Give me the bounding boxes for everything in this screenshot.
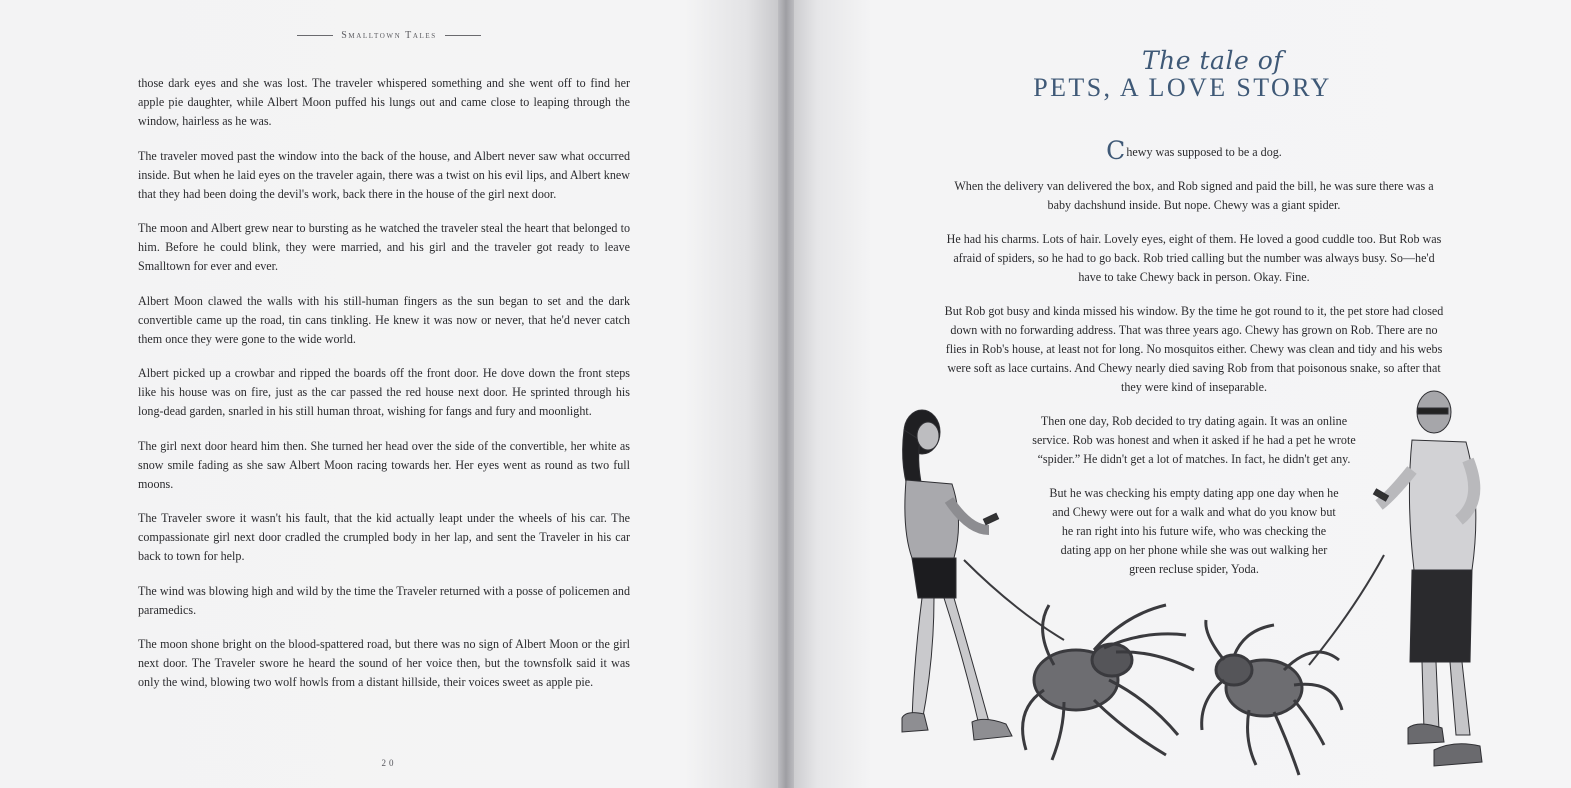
title-script: The tale of <box>1141 46 1283 75</box>
paragraph: Albert Moon clawed the walls with his still-human fingers as the sun began to set and the dark convertible came up the road, tin cans tinkling. He knew it was now or never, that he'd never catch them once they were gone to the wide world. <box>138 293 630 346</box>
spider-left <box>1023 605 1194 760</box>
opening-line-text: hewy was supposed to be a dog. <box>1126 145 1282 159</box>
paragraph: When the delivery van delivered the box, and Rob signed and paid the bill, he was sure there was a baby dachshund inside. But nope. Chewy was a giant spider. <box>954 179 1434 212</box>
title-main: PETS, A LOVE STORY <box>1033 73 1332 102</box>
left-body-text <box>138 74 630 708</box>
paragraph: Albert picked up a crowbar and ripped the boards off the front door. He dove down the front steps like his house was on fire, just as the car passed the red house next door. He sprinted through his long-dead garden, snarled in his still human throat, wishing for fangs and fury and moonlight. <box>138 366 630 418</box>
drop-cap: C <box>1106 136 1126 165</box>
paragraph: The moon and Albert grew near to bursting as he watched the traveler steal the heart that belonged to him. Before he could blink, they were married, and his girl and the traveler got ready to leave Smalltown for ever and ever. <box>138 221 630 273</box>
paragraph: But he was checking his empty dating app one day when he and Chewy were out for a walk and what do you know but he ran right into his future wife, who was checking the dating app on her phone while she was out walking her green recluse spider, Yoda. <box>1049 486 1339 576</box>
illustration-pets-walking <box>794 380 1571 788</box>
running-head <box>0 30 778 41</box>
right-page <box>794 0 1571 788</box>
running-head-rule-right <box>445 35 481 36</box>
paragraph: The Traveler swore it wasn't his fault, that the kid actually leapt under the wheels of his car. The compassionate girl next door cradled the crumpled body in her lap, and sent the Traveler in his car back to town for help. <box>138 511 630 563</box>
left-page <box>0 0 778 788</box>
opening-line <box>944 136 1444 165</box>
paragraph: Then one day, Rob decided to try dating again. It was an online service. Rob was honest and when it asked if he had a pet he wrote “spider.” He didn't get a lot of matches. In fact, he didn't get any. <box>1032 414 1356 466</box>
paragraph: He had his charms. Lots of hair. Lovely eyes, eight of them. He loved a good cuddle too. But Rob was afraid of spiders, so he had to go back. Rob tried calling but the number was always busy. So—he'd have to take Chewy back in person. Okay. Fine. <box>946 232 1442 284</box>
leash-left <box>964 560 1064 640</box>
leash-right <box>1309 555 1384 665</box>
page-number: 20 <box>381 758 397 768</box>
book-gutter <box>778 0 794 788</box>
running-head-rule-left <box>297 35 333 36</box>
paragraph: The wind was blowing high and wild by the time the Traveler returned with a posse of policemen and paramedics. <box>138 583 630 617</box>
paragraph: those dark eyes and she was lost. The traveler whispered something and she went off to find her apple pie daughter, while Albert Moon puffed his lungs out and came close to leaping through the window, hairless as he was. <box>138 76 630 128</box>
paragraph: The moon shone bright on the blood-spattered road, but there was no sign of Albert Moon or the girl next door. The Traveler swore he heard the sound of her voice then, but the townsfolk said it was only the wind, blowing two wolf howls from a distant hillside, their voices sweet as apple pie. <box>138 637 630 689</box>
paragraph: The traveler moved past the window into the back of the house, and Albert never saw what occurred inside. But when he laid eyes on the traveler again, there was a twist on his evil lips, and Albert knew that they had been doing the devil's work, back there in the house of the girl next door. <box>138 148 630 201</box>
running-head-text: Smalltown Tales <box>341 30 437 41</box>
story-title <box>794 46 1571 103</box>
paragraph: The girl next door heard him then. She turned her head over the side of the convertible, her white as snow smile fading as she saw Albert Moon racing towards her. Her eyes went as round as two full moons. <box>138 438 630 491</box>
spider-right <box>1202 620 1342 775</box>
woman-figure <box>902 410 1012 740</box>
paragraph: But Rob got busy and kinda missed his window. By the time he got round to it, the pet store had closed down with no forwarding address. That was three years ago. Chewy has grown on Rob. There are no flies in Rob's house, at least not for long. No mosquitos either. Chewy was clean and tidy and his webs were soft as lace curtains. And Chewy nearly died saving Rob from that poisonous snake, so after that they were kind of inseparable. <box>944 304 1444 394</box>
man-figure <box>1373 391 1482 766</box>
